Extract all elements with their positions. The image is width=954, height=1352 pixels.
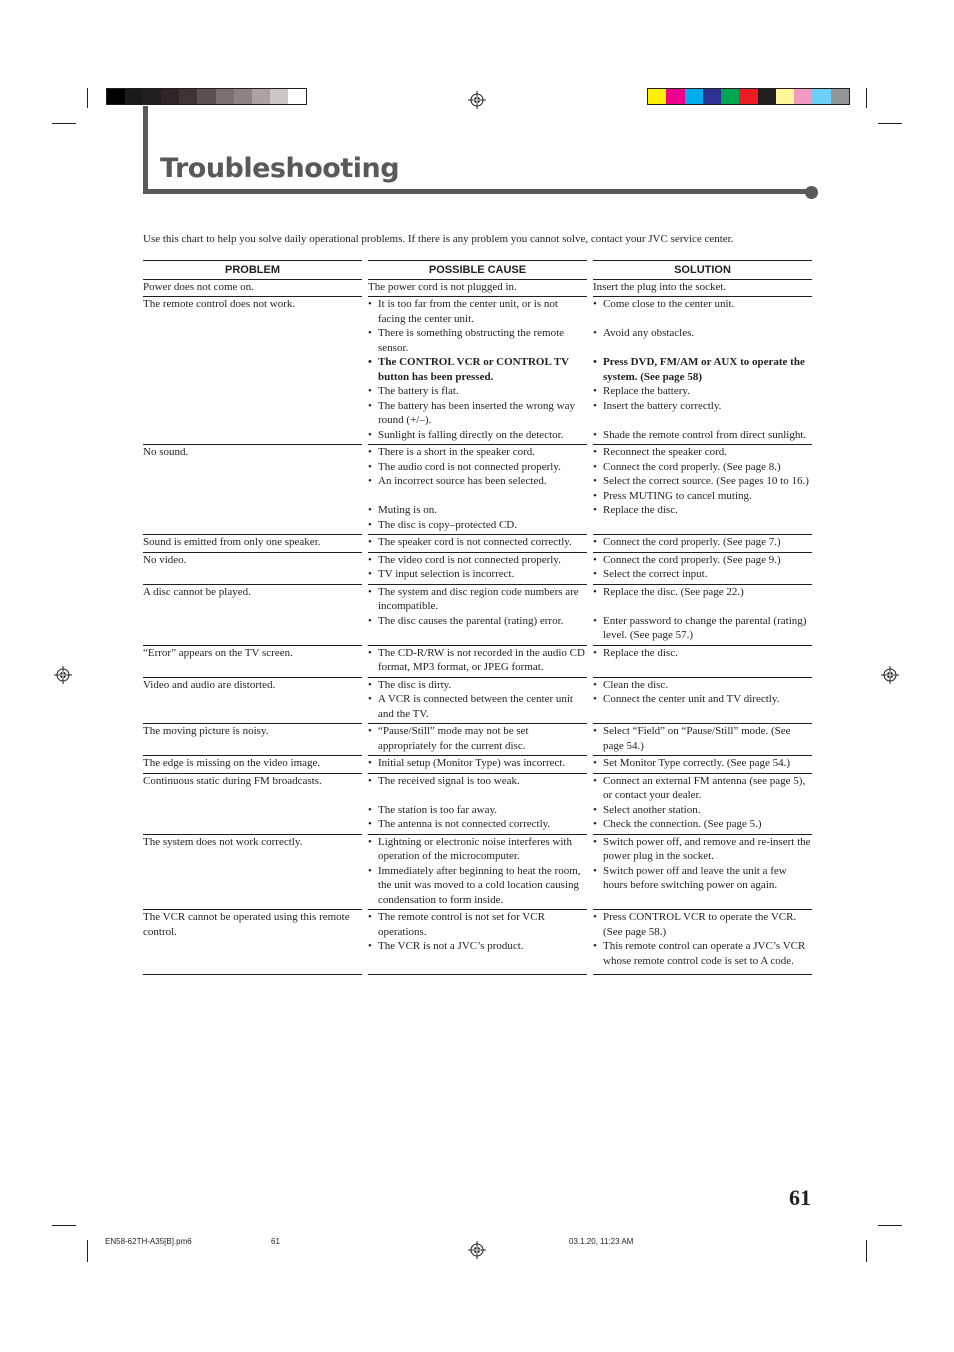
list-item bbox=[368, 614, 587, 629]
bullet: • bbox=[368, 818, 372, 830]
bullet: • bbox=[368, 864, 372, 877]
list-item bbox=[368, 518, 587, 533]
problem-text: Video and audio are distorted. bbox=[143, 678, 276, 691]
bullet: • bbox=[593, 475, 597, 487]
registration-mark-icon bbox=[881, 666, 899, 684]
problem-text: The system does not work correctly. bbox=[143, 835, 303, 848]
problem-text: No sound. bbox=[143, 446, 189, 458]
list-item bbox=[593, 756, 812, 771]
list-item-text: There is something obstructing the remote sensor. bbox=[378, 327, 565, 354]
list-item bbox=[593, 614, 812, 643]
solution-cell bbox=[593, 774, 812, 835]
list-item-text: Press MUTING to cancel muting. bbox=[603, 489, 752, 502]
list-item-text: Switch power off and leave the unit a few hours before switching power on again. bbox=[603, 864, 787, 891]
list-item bbox=[593, 474, 812, 489]
bullet: • bbox=[593, 646, 597, 659]
list-item bbox=[593, 280, 812, 295]
list-item bbox=[368, 803, 587, 818]
bullet: • bbox=[593, 864, 597, 877]
cause-cell bbox=[368, 678, 587, 725]
list-item bbox=[593, 428, 812, 443]
list-item bbox=[593, 724, 812, 753]
bullet: • bbox=[368, 399, 372, 412]
list-item bbox=[593, 355, 812, 384]
list-item-text: Select the correct input. bbox=[603, 568, 708, 580]
list-item-text: Check the connection. (See page 5.) bbox=[603, 818, 762, 830]
header-possible-cause: POSSIBLE CAUSE bbox=[368, 260, 587, 280]
problem-cell bbox=[143, 910, 362, 975]
list-item-text: Connect the cord properly. (See page 7.) bbox=[603, 536, 781, 548]
problem-cell bbox=[143, 724, 362, 756]
list-item-text: The battery is flat. bbox=[378, 385, 459, 397]
list-item-text: The power cord is not plugged in. bbox=[368, 280, 517, 293]
bullet: • bbox=[593, 568, 597, 580]
bullet: • bbox=[593, 460, 597, 473]
list-item-text: Insert the plug into the socket. bbox=[593, 280, 727, 293]
list-item-text: The speaker cord is not connected correctly. bbox=[378, 536, 572, 548]
color-swatch bbox=[143, 89, 161, 104]
list-item bbox=[368, 535, 587, 550]
problem-cell bbox=[143, 646, 362, 678]
problem-text: The moving picture is noisy. bbox=[143, 725, 269, 737]
list-item-text: Replace the disc. bbox=[603, 646, 678, 659]
list-item-text: TV input selection is incorrect. bbox=[378, 568, 515, 580]
list-item-text: Sunlight is falling directly on the detector. bbox=[378, 428, 564, 441]
list-item-text: Replace the disc. (See page 22.) bbox=[603, 585, 744, 598]
list-item bbox=[593, 297, 812, 312]
list-item bbox=[368, 280, 587, 295]
footer-timestamp: 03.1.20, 11:23 AM bbox=[569, 1237, 634, 1246]
bullet: • bbox=[593, 356, 597, 368]
color-swatch bbox=[216, 89, 234, 104]
list-item bbox=[593, 326, 812, 341]
list-item bbox=[368, 756, 587, 771]
color-swatch bbox=[197, 89, 215, 104]
list-item-text: Select the correct source. (See pages 10 to 16.) bbox=[603, 475, 809, 487]
color-swatch bbox=[794, 89, 812, 104]
color-swatch bbox=[721, 89, 739, 104]
problem-text: Continuous static during FM broadcasts. bbox=[143, 774, 322, 787]
problem-text: No video. bbox=[143, 553, 187, 566]
list-item-text: An incorrect source has been selected. bbox=[378, 475, 547, 487]
cause-cell bbox=[368, 445, 587, 535]
crop-mark bbox=[866, 1240, 867, 1262]
bullet: • bbox=[368, 536, 372, 548]
crop-mark bbox=[878, 123, 902, 124]
bullet: • bbox=[593, 693, 597, 705]
bullet: • bbox=[368, 428, 372, 441]
bullet: • bbox=[368, 356, 372, 368]
color-swatch bbox=[288, 89, 306, 104]
list-item-text: This remote control can operate a JVC’s VCR whose remote control code is set to A code. bbox=[603, 940, 806, 967]
color-calibration-bar bbox=[647, 88, 850, 105]
list-item bbox=[593, 835, 812, 864]
bullet: • bbox=[368, 327, 372, 339]
solution-cell bbox=[593, 280, 812, 298]
list-item-text: The battery has been inserted the wrong way round (+/–). bbox=[378, 399, 576, 426]
list-item bbox=[593, 489, 812, 504]
problem-cell bbox=[143, 280, 362, 298]
list-item-text: Enter password to change the parental (rating) level. (See page 57.) bbox=[603, 614, 807, 641]
list-item-text: The audio cord is not connected properly. bbox=[378, 460, 561, 473]
list-item-text: The disc is copy–protected CD. bbox=[378, 518, 517, 531]
color-swatch bbox=[812, 89, 830, 104]
bullet: • bbox=[593, 553, 597, 566]
list-item bbox=[593, 939, 812, 968]
cause-cell bbox=[368, 910, 587, 975]
list-item-text: Replace the disc. bbox=[603, 504, 678, 516]
list-item bbox=[593, 445, 812, 460]
list-item bbox=[593, 646, 812, 661]
crop-mark bbox=[87, 1240, 88, 1262]
bullet: • bbox=[368, 757, 372, 769]
problem-text: “Error” appears on the TV screen. bbox=[143, 646, 293, 659]
color-swatch bbox=[161, 89, 179, 104]
bullet: • bbox=[593, 446, 597, 458]
bullet: • bbox=[593, 725, 597, 737]
list-item-text: It is too far from the center unit, or is not facing the center unit. bbox=[378, 298, 558, 325]
solution-cell bbox=[593, 678, 812, 725]
header-solution: SOLUTION bbox=[593, 260, 812, 280]
page-title: Troubleshooting bbox=[160, 153, 400, 184]
intro-text: Use this chart to help you solve daily operational problems. If there is any problem you cannot solve, contact your JVC service center. bbox=[143, 233, 734, 245]
color-swatch bbox=[758, 89, 776, 104]
list-item bbox=[368, 724, 587, 753]
list-item bbox=[593, 864, 812, 893]
color-swatch bbox=[666, 89, 684, 104]
bullet: • bbox=[593, 911, 597, 923]
list-item-text: Shade the remote control from direct sunlight. bbox=[603, 428, 807, 441]
bullet: • bbox=[368, 693, 372, 705]
crop-mark bbox=[878, 1225, 902, 1226]
bullet: • bbox=[368, 646, 372, 659]
list-item-text: Set Monitor Type correctly. (See page 54.) bbox=[603, 757, 791, 769]
list-item-text: Press CONTROL VCR to operate the VCR. (See page 58.) bbox=[603, 911, 797, 938]
list-item-text: The received signal is too weak. bbox=[378, 774, 520, 787]
bullet: • bbox=[593, 489, 597, 502]
bullet: • bbox=[593, 678, 597, 691]
color-swatch bbox=[252, 89, 270, 104]
bullet: • bbox=[593, 774, 597, 787]
color-swatch bbox=[648, 89, 666, 104]
list-item-text: Lightning or electronic noise interferes with operation of the microcomputer. bbox=[378, 835, 572, 862]
problem-cell bbox=[143, 535, 362, 553]
list-item bbox=[368, 939, 587, 954]
list-item bbox=[368, 297, 587, 326]
list-item bbox=[593, 585, 812, 600]
list-item bbox=[368, 678, 587, 693]
list-item bbox=[368, 553, 587, 568]
crop-mark bbox=[87, 88, 88, 108]
list-item-text: “Pause/Still” mode may not be set appropriately for the current disc. bbox=[378, 725, 529, 752]
list-item-text: Come close to the center unit. bbox=[603, 298, 735, 310]
color-swatch bbox=[831, 89, 849, 104]
bullet: • bbox=[593, 504, 597, 516]
color-swatch bbox=[107, 89, 125, 104]
problem-text: The remote control does not work. bbox=[143, 298, 296, 310]
list-item bbox=[593, 678, 812, 693]
list-item-text: Reconnect the speaker cord. bbox=[603, 446, 727, 458]
list-item bbox=[368, 503, 587, 518]
header-rule-vertical bbox=[143, 106, 148, 192]
list-item-text: The video cord is not connected properly. bbox=[378, 553, 561, 566]
problem-cell bbox=[143, 835, 362, 911]
list-item-text: Select another station. bbox=[603, 803, 701, 816]
bullet: • bbox=[368, 803, 372, 816]
problem-cell bbox=[143, 553, 362, 585]
problem-text: Sound is emitted from only one speaker. bbox=[143, 536, 321, 548]
cause-cell bbox=[368, 585, 587, 646]
list-item bbox=[368, 326, 587, 355]
cause-cell bbox=[368, 297, 587, 445]
bullet: • bbox=[368, 504, 372, 516]
solution-cell bbox=[593, 535, 812, 553]
bullet: • bbox=[593, 835, 597, 848]
cause-cell bbox=[368, 724, 587, 756]
problem-text: A disc cannot be played. bbox=[143, 585, 251, 598]
header-rule-end-dot bbox=[805, 186, 818, 199]
gray-calibration-bar bbox=[106, 88, 307, 105]
problem-text: The edge is missing on the video image. bbox=[143, 757, 321, 769]
cause-cell bbox=[368, 835, 587, 911]
list-item bbox=[368, 460, 587, 475]
troubleshooting-table bbox=[143, 260, 812, 975]
list-item bbox=[368, 567, 587, 582]
cause-cell bbox=[368, 280, 587, 298]
bullet: • bbox=[593, 818, 597, 830]
list-item-text: The disc is dirty. bbox=[378, 678, 452, 691]
problem-text: The VCR cannot be operated using this remote control. bbox=[143, 911, 350, 938]
list-item-text: Initial setup (Monitor Type) was incorrect. bbox=[378, 757, 566, 769]
solution-cell bbox=[593, 297, 812, 445]
problem-text: Power does not come on. bbox=[143, 280, 254, 293]
list-item bbox=[593, 399, 812, 414]
bullet: • bbox=[593, 940, 597, 952]
list-item-text: The system and disc region code numbers are incompatible. bbox=[378, 585, 579, 612]
cause-cell bbox=[368, 646, 587, 678]
solution-cell bbox=[593, 445, 812, 535]
list-item bbox=[593, 567, 812, 582]
color-swatch bbox=[703, 89, 721, 104]
bullet: • bbox=[368, 475, 372, 487]
list-item bbox=[368, 399, 587, 428]
list-item-text: Muting is on. bbox=[378, 504, 437, 516]
bullet: • bbox=[593, 327, 597, 339]
solution-cell bbox=[593, 835, 812, 911]
list-item-text: Insert the battery correctly. bbox=[603, 399, 722, 412]
color-swatch bbox=[776, 89, 794, 104]
list-item bbox=[593, 910, 812, 939]
list-item-text: Connect the center unit and TV directly. bbox=[603, 693, 780, 705]
problem-cell bbox=[143, 445, 362, 535]
problem-cell bbox=[143, 585, 362, 646]
bullet: • bbox=[593, 399, 597, 412]
solution-cell bbox=[593, 646, 812, 678]
list-item-text: The disc causes the parental (rating) error. bbox=[378, 614, 564, 627]
bullet: • bbox=[368, 725, 372, 737]
color-swatch bbox=[179, 89, 197, 104]
problem-cell bbox=[143, 756, 362, 774]
bullet: • bbox=[368, 678, 372, 691]
list-item-text: Connect the cord properly. (See page 9.) bbox=[603, 553, 781, 566]
bullet: • bbox=[368, 911, 372, 923]
footer-filename: EN58-62TH-A35[B].pm6 bbox=[105, 1237, 192, 1246]
bullet: • bbox=[368, 385, 372, 397]
list-item-text: The VCR is not a JVC’s product. bbox=[378, 940, 524, 952]
list-item bbox=[593, 692, 812, 707]
solution-cell bbox=[593, 585, 812, 646]
crop-mark bbox=[52, 1225, 76, 1226]
bullet: • bbox=[368, 774, 372, 787]
list-item bbox=[368, 774, 587, 789]
bullet: • bbox=[368, 446, 372, 458]
bullet: • bbox=[368, 518, 372, 531]
list-item bbox=[368, 355, 587, 384]
list-item bbox=[593, 535, 812, 550]
list-item bbox=[593, 803, 812, 818]
list-item bbox=[368, 910, 587, 939]
registration-mark-icon bbox=[468, 1241, 486, 1259]
bullet: • bbox=[368, 585, 372, 598]
color-swatch bbox=[234, 89, 252, 104]
solution-cell bbox=[593, 910, 812, 975]
list-item-text: The CONTROL VCR or CONTROL TV button has been pressed. bbox=[378, 356, 569, 383]
list-item bbox=[368, 864, 587, 908]
cause-cell bbox=[368, 756, 587, 774]
cause-cell bbox=[368, 535, 587, 553]
bullet: • bbox=[368, 553, 372, 566]
color-swatch bbox=[739, 89, 757, 104]
bullet: • bbox=[368, 835, 372, 848]
list-item-text: Replace the battery. bbox=[603, 385, 690, 397]
bullet: • bbox=[368, 298, 372, 310]
bullet: • bbox=[593, 803, 597, 816]
bullet: • bbox=[368, 614, 372, 627]
list-item-text: Clean the disc. bbox=[603, 678, 669, 691]
list-item-text: The antenna is not connected correctly. bbox=[378, 818, 551, 830]
list-item-text: Connect the cord properly. (See page 8.) bbox=[603, 460, 781, 473]
list-item bbox=[368, 445, 587, 460]
list-item-text: Avoid any obstacles. bbox=[603, 327, 695, 339]
list-item bbox=[593, 384, 812, 399]
list-item bbox=[593, 460, 812, 475]
solution-cell bbox=[593, 756, 812, 774]
list-item bbox=[368, 835, 587, 864]
list-item-text: The CD-R/RW is not recorded in the audio CD format, MP3 format, or JPEG format. bbox=[378, 646, 585, 673]
list-item-text: Press DVD, FM/AM or AUX to operate the system. (See page 58) bbox=[603, 356, 805, 383]
bullet: • bbox=[593, 536, 597, 548]
list-item bbox=[593, 503, 812, 518]
bullet: • bbox=[368, 940, 372, 952]
list-item bbox=[368, 692, 587, 721]
bullet: • bbox=[593, 428, 597, 441]
list-item bbox=[593, 774, 812, 803]
color-swatch bbox=[270, 89, 288, 104]
list-item-text: Immediately after beginning to heat the room, the unit was moved to a cold location causing condensation to form inside. bbox=[378, 864, 581, 906]
registration-mark-icon bbox=[468, 91, 486, 109]
bullet: • bbox=[593, 614, 597, 627]
cause-cell bbox=[368, 774, 587, 835]
color-swatch bbox=[125, 89, 143, 104]
registration-mark-icon bbox=[54, 666, 72, 684]
header-problem: PROBLEM bbox=[143, 260, 362, 280]
list-item bbox=[593, 817, 812, 832]
footer-page: 61 bbox=[271, 1237, 280, 1246]
crop-mark bbox=[52, 123, 76, 124]
list-item bbox=[368, 817, 587, 832]
bullet: • bbox=[593, 585, 597, 598]
header-rule-horizontal bbox=[143, 189, 811, 194]
list-item bbox=[368, 585, 587, 614]
list-item-text: Select “Field” on “Pause/Still” mode. (See page 54.) bbox=[603, 725, 791, 752]
cause-cell bbox=[368, 553, 587, 585]
page-number: 61 bbox=[789, 1185, 811, 1210]
list-item-text: The remote control is not set for VCR operations. bbox=[378, 911, 545, 938]
list-item-text: Switch power off, and remove and re-insert the power plug in the socket. bbox=[603, 835, 811, 862]
solution-cell bbox=[593, 724, 812, 756]
bullet: • bbox=[593, 385, 597, 397]
bullet: • bbox=[368, 460, 372, 473]
list-item-text: The station is too far away. bbox=[378, 803, 498, 816]
bullet: • bbox=[368, 568, 372, 580]
bullet: • bbox=[593, 757, 597, 769]
problem-cell bbox=[143, 774, 362, 835]
list-item-text: Connect an external FM antenna (see page 5), or contact your dealer. bbox=[603, 774, 806, 801]
problem-cell bbox=[143, 297, 362, 445]
crop-mark bbox=[866, 88, 867, 108]
list-item-text: A VCR is connected between the center unit and the TV. bbox=[378, 693, 573, 720]
list-item bbox=[368, 428, 587, 443]
list-item bbox=[593, 553, 812, 568]
bullet: • bbox=[593, 298, 597, 310]
list-item bbox=[368, 474, 587, 489]
list-item bbox=[368, 384, 587, 399]
color-swatch bbox=[685, 89, 703, 104]
problem-cell bbox=[143, 678, 362, 725]
list-item bbox=[368, 646, 587, 675]
list-item-text: There is a short in the speaker cord. bbox=[378, 446, 535, 458]
solution-cell bbox=[593, 553, 812, 585]
